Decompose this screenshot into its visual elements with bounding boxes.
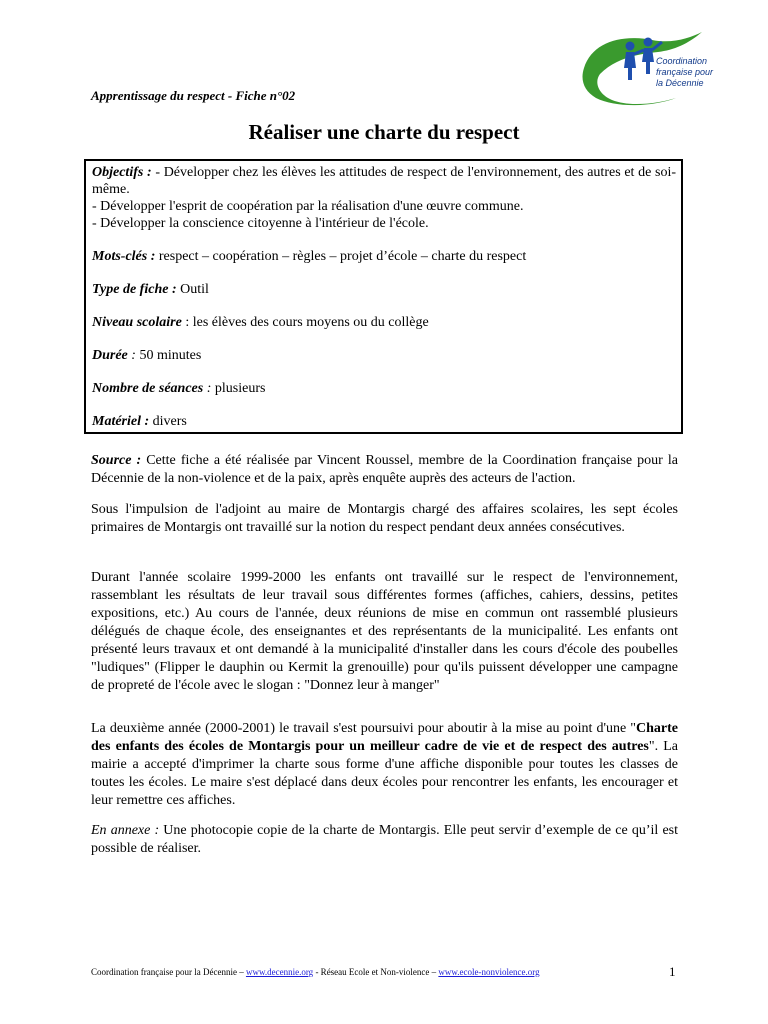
logo-line-2: française pour xyxy=(656,67,714,77)
footer-part-2: - Réseau Ecole et Non-violence – xyxy=(313,967,439,977)
niveau-value: : les élèves des cours moyens ou du collège xyxy=(181,315,429,330)
duree-value: 50 minutes xyxy=(135,348,202,363)
source-paragraph xyxy=(91,452,678,488)
materiel-value: divers xyxy=(149,414,187,429)
logo-text xyxy=(656,56,713,89)
charter-title: Charte des enfants des écoles de Montargis pour un meilleur cadre de vie et de respect des autres xyxy=(91,721,678,754)
objectifs-line xyxy=(92,164,676,198)
objectifs-text-3: - Développer la conscience citoyenne à l'intérieur de l'école. xyxy=(92,216,429,231)
paragraph-1-text: Sous l'impulsion de l'adjoint au maire de Montargis chargé des affaires scolaires, les sept écoles primaires de Montargis ont travaillé sur la notion du respect pendant deux années consécutives. xyxy=(91,502,678,535)
niveau-label: Niveau scolaire xyxy=(92,315,182,330)
paragraph-3-after: ". La mairie a accepté d'imprimer la charte sous forme d'une affiche disponible pour toutes les classes de toutes les écoles. Le maire s'est déplacé dans deux écoles pour rencontrer les enfants, les encourager et leur remettre ces affiches. xyxy=(91,739,678,808)
annexe-label: En annexe : xyxy=(91,823,160,838)
page-number: 1 xyxy=(669,964,676,979)
seances-value: plusieurs xyxy=(211,381,266,396)
duree-colon: : xyxy=(127,348,136,363)
info-box xyxy=(84,159,683,434)
paragraph-3-before: La deuxième année (2000-2001) le travail s'est poursuivi pour aboutir à la mise au point d'une " xyxy=(91,721,636,736)
duree-line xyxy=(92,347,676,364)
paragraph-2-text: Durant l'année scolaire 1999-2000 les enfants ont travaillé sur le respect de l'environnement, rassemblant les résultats de leur travail sous différentes formes (affiches, cahiers, dessins, petites expositions, etc.) Au cours de l'année, deux réunions de mise en commun ont rassemblé plusieurs délégués de chaque école, des enseignantes et des représentants de la municipalité. Les enfants ont présenté leurs travaux et ont demandé à la municipalité d'installer dans les cours d'école des poubelles "ludiques" (Flipper le dauphin ou Kermit la grenouille) pour qu'ils puissent développer une campagne de propreté de l'école avec le slogan : "Donnez leur à manger" xyxy=(91,570,678,693)
objectifs-label: Objectifs : xyxy=(92,165,152,180)
annexe-paragraph xyxy=(91,822,678,858)
duree-label: Durée xyxy=(92,348,128,363)
type-fiche-line xyxy=(92,281,676,298)
paragraph-1 xyxy=(91,501,678,537)
series-label: Apprentissage du respect - Fiche n°02 xyxy=(91,88,296,103)
source-label: Source : xyxy=(91,453,142,468)
annexe-text: Une photocopie copie de la charte de Montargis. Elle peut servir d’exemple de ce qu’il est possible de réaliser. xyxy=(91,823,678,856)
logo-line-3: la Décennie xyxy=(656,78,704,88)
seances-colon: : xyxy=(203,381,212,396)
paragraph-3 xyxy=(91,720,678,810)
materiel-label: Matériel : xyxy=(92,414,150,429)
type-fiche-label: Type de fiche : xyxy=(92,282,177,297)
objectifs-text-1: - Développer chez les élèves les attitudes de respect de l'environnement, des autres et de soi-même. xyxy=(92,165,676,197)
page-title: Réaliser une charte du respect xyxy=(248,120,520,144)
objectifs-text-2: - Développer l'esprit de coopération par la réalisation d'une œuvre commune. xyxy=(92,199,524,214)
page-footer xyxy=(91,967,540,977)
mots-cles-value: respect – coopération – règles – projet d’école – charte du respect xyxy=(155,249,527,264)
footer-link-ecole-nonviolence[interactable]: www.ecole-nonviolence.org xyxy=(438,967,540,977)
niveau-line xyxy=(92,314,676,331)
source-text: Cette fiche a été réalisée par Vincent Roussel, membre de la Coordination française pour la Décennie de la non-violence et de la paix, après enquête auprès des acteurs de l'action. xyxy=(91,453,678,486)
footer-link-decennie[interactable]: www.decennie.org xyxy=(245,967,314,977)
footer-part-1: Coordination française pour la Décennie – xyxy=(91,967,246,977)
materiel-line xyxy=(92,413,676,430)
coordination-logo xyxy=(578,28,734,106)
logo-line-1: Coordination xyxy=(656,56,708,66)
mots-cles-label: Mots-clés : xyxy=(92,249,156,264)
seances-label: Nombre de séances xyxy=(92,381,204,396)
paragraph-2 xyxy=(91,569,678,695)
mots-cles-line xyxy=(92,248,676,265)
seances-line xyxy=(92,380,676,397)
type-fiche-value: Outil xyxy=(176,282,209,297)
